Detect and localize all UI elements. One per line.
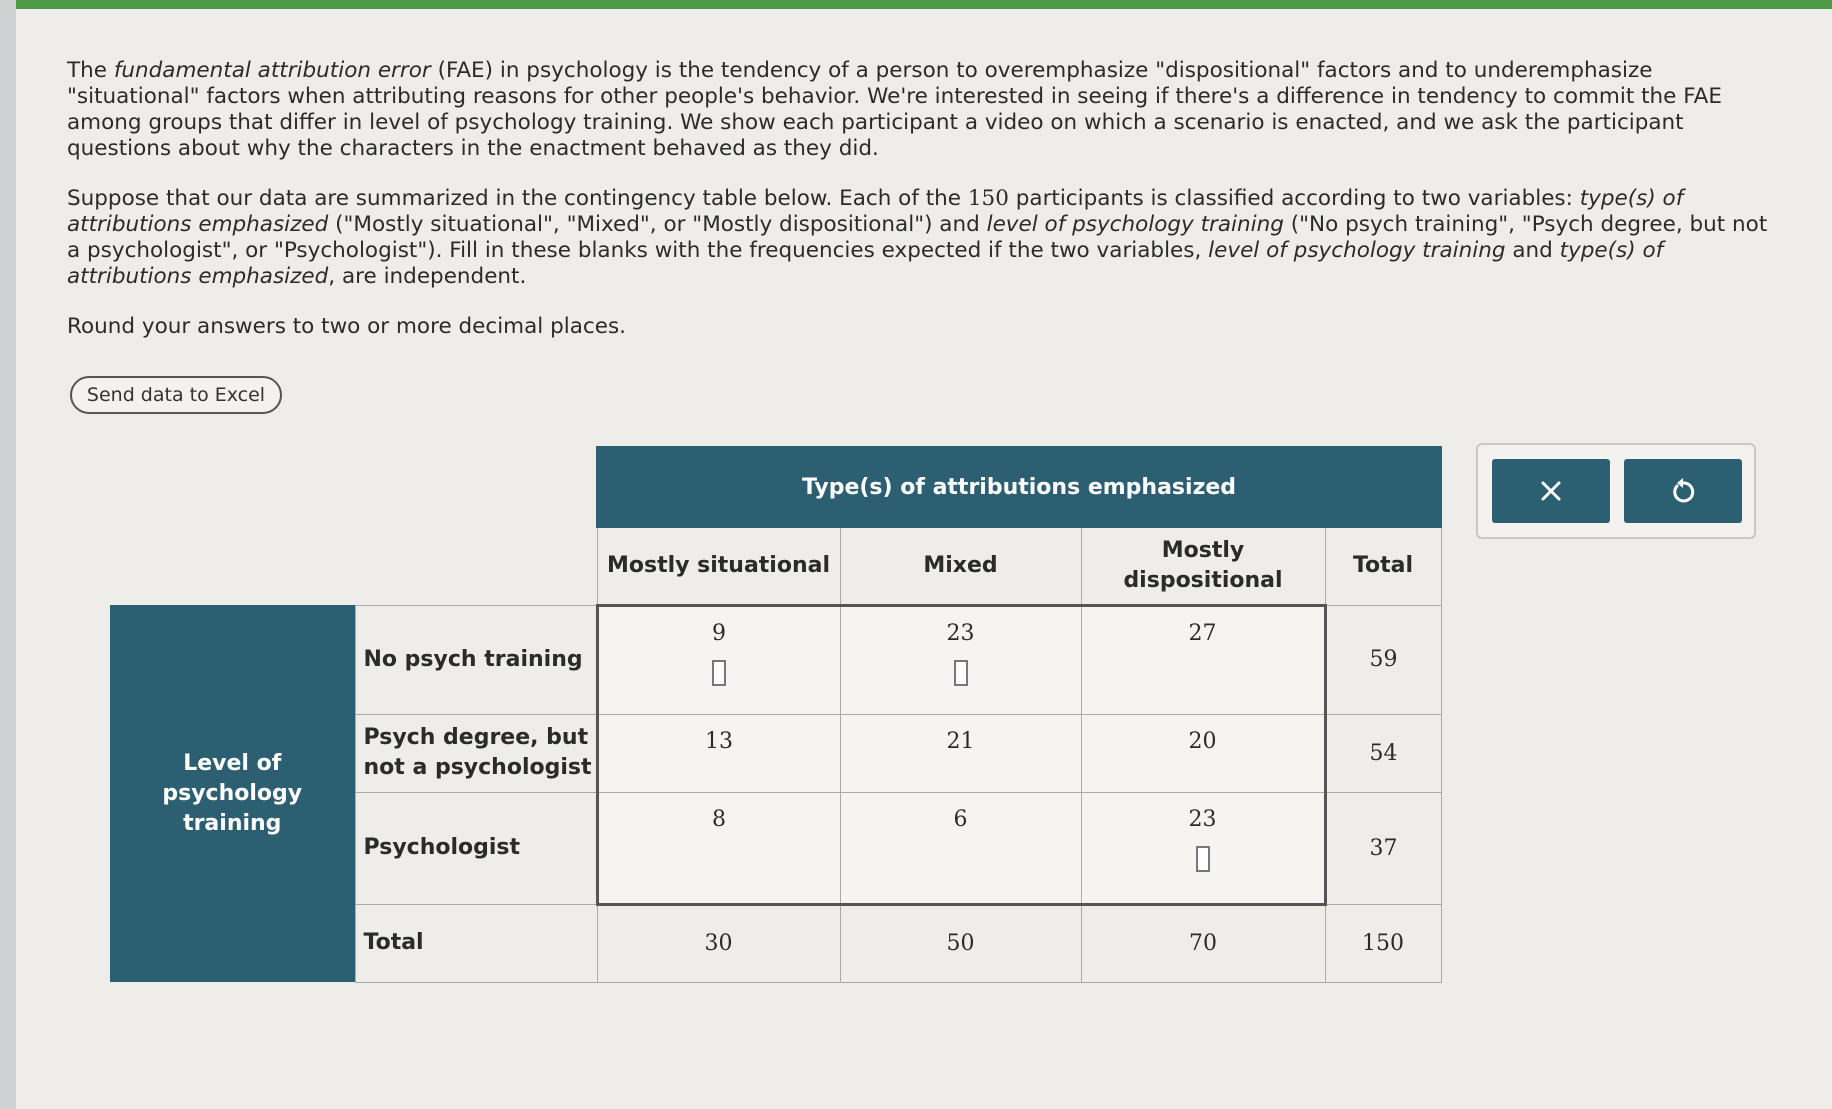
paragraph-intro: The fundamental attribution error (FAE) in psychology is the tendency of a person to overemphasize "dispositional" factors and to underemphasize "situational" factors when attributing reasons for other people's behavior. We're interested in seeing if there's a difference in tendency to commit the FAE among groups that differ in level of psychology training. We show each participant a video on which a scenario is enacted, and we ask the participant questions about why the characters in the enactment behaved as they did. (67, 58, 1722, 161)
cell-psychologist-situational: 8 (597, 792, 840, 904)
expected-input-psychologist-dispositional[interactable] (1196, 846, 1210, 872)
undo-button[interactable] (1624, 459, 1742, 523)
row-total-psychologist: 37 (1325, 792, 1441, 904)
expected-input-no-psych-mixed[interactable] (954, 660, 968, 686)
cell-psychologist-mixed: 6 (840, 792, 1081, 904)
contingency-table (110, 446, 1442, 983)
problem-text (67, 58, 1787, 364)
cell-no-psych-mixed: 23 (840, 605, 1081, 714)
col-header-mostly-situational: Mostly situational (597, 527, 840, 605)
clear-button[interactable] (1492, 459, 1610, 523)
grand-total: 150 (1325, 904, 1441, 982)
col-header-total: Total (1325, 527, 1441, 605)
cell-degree-situational: 13 (597, 714, 840, 792)
cell-no-psych-dispositional: 27 (1081, 605, 1325, 714)
cell-degree-mixed: 21 (840, 714, 1081, 792)
cell-degree-dispositional: 20 (1081, 714, 1325, 792)
row-header-no-psych: No psych training (355, 605, 597, 714)
undo-icon (1670, 477, 1696, 505)
cell-no-psych-situational: 9 (597, 605, 840, 714)
row-header-psych-degree: Psych degree, but not a psychologist (355, 714, 597, 792)
paragraph-instructions: Suppose that our data are summarized in the contingency table below. Each of the 150 participants is classified according to two variables: type(s) of attributions emphasized ("Mostly situational", "Mixed", or "Mostly dispositional") and level of psychology training ("No psych training", "Psych degree, but not a psychologist", or "Psychologist"). Fill in these blanks with the frequencies expected if the two variables, level of psychology training and type(s) of attributions emphasized, are independent. (67, 186, 1768, 289)
col-total-situational: 30 (597, 904, 840, 982)
col-total-dispositional: 70 (1081, 904, 1325, 982)
table-corner (110, 447, 597, 605)
col-header-mostly-dispositional: Mostly dispositional (1081, 527, 1325, 605)
cell-psychologist-dispositional: 23 (1081, 792, 1325, 904)
top-progress-bar (0, 0, 1832, 9)
rounding-note: Round your answers to two or more decimal places. (67, 314, 626, 339)
answer-toolbox (1476, 443, 1756, 539)
row-header-total: Total (355, 904, 597, 982)
column-group-header: Type(s) of attributions emphasized (597, 447, 1441, 527)
col-total-mixed: 50 (840, 904, 1081, 982)
close-icon (1540, 480, 1562, 502)
send-to-excel-button[interactable]: Send data to Excel (70, 376, 282, 414)
row-group-header: Level of psychology training (110, 605, 355, 982)
row-total-no-psych: 59 (1325, 605, 1441, 714)
col-header-mixed: Mixed (840, 527, 1081, 605)
left-edge (0, 0, 16, 1109)
row-header-psychologist: Psychologist (355, 792, 597, 904)
expected-input-no-psych-situational[interactable] (712, 660, 726, 686)
row-total-psych-degree: 54 (1325, 714, 1441, 792)
